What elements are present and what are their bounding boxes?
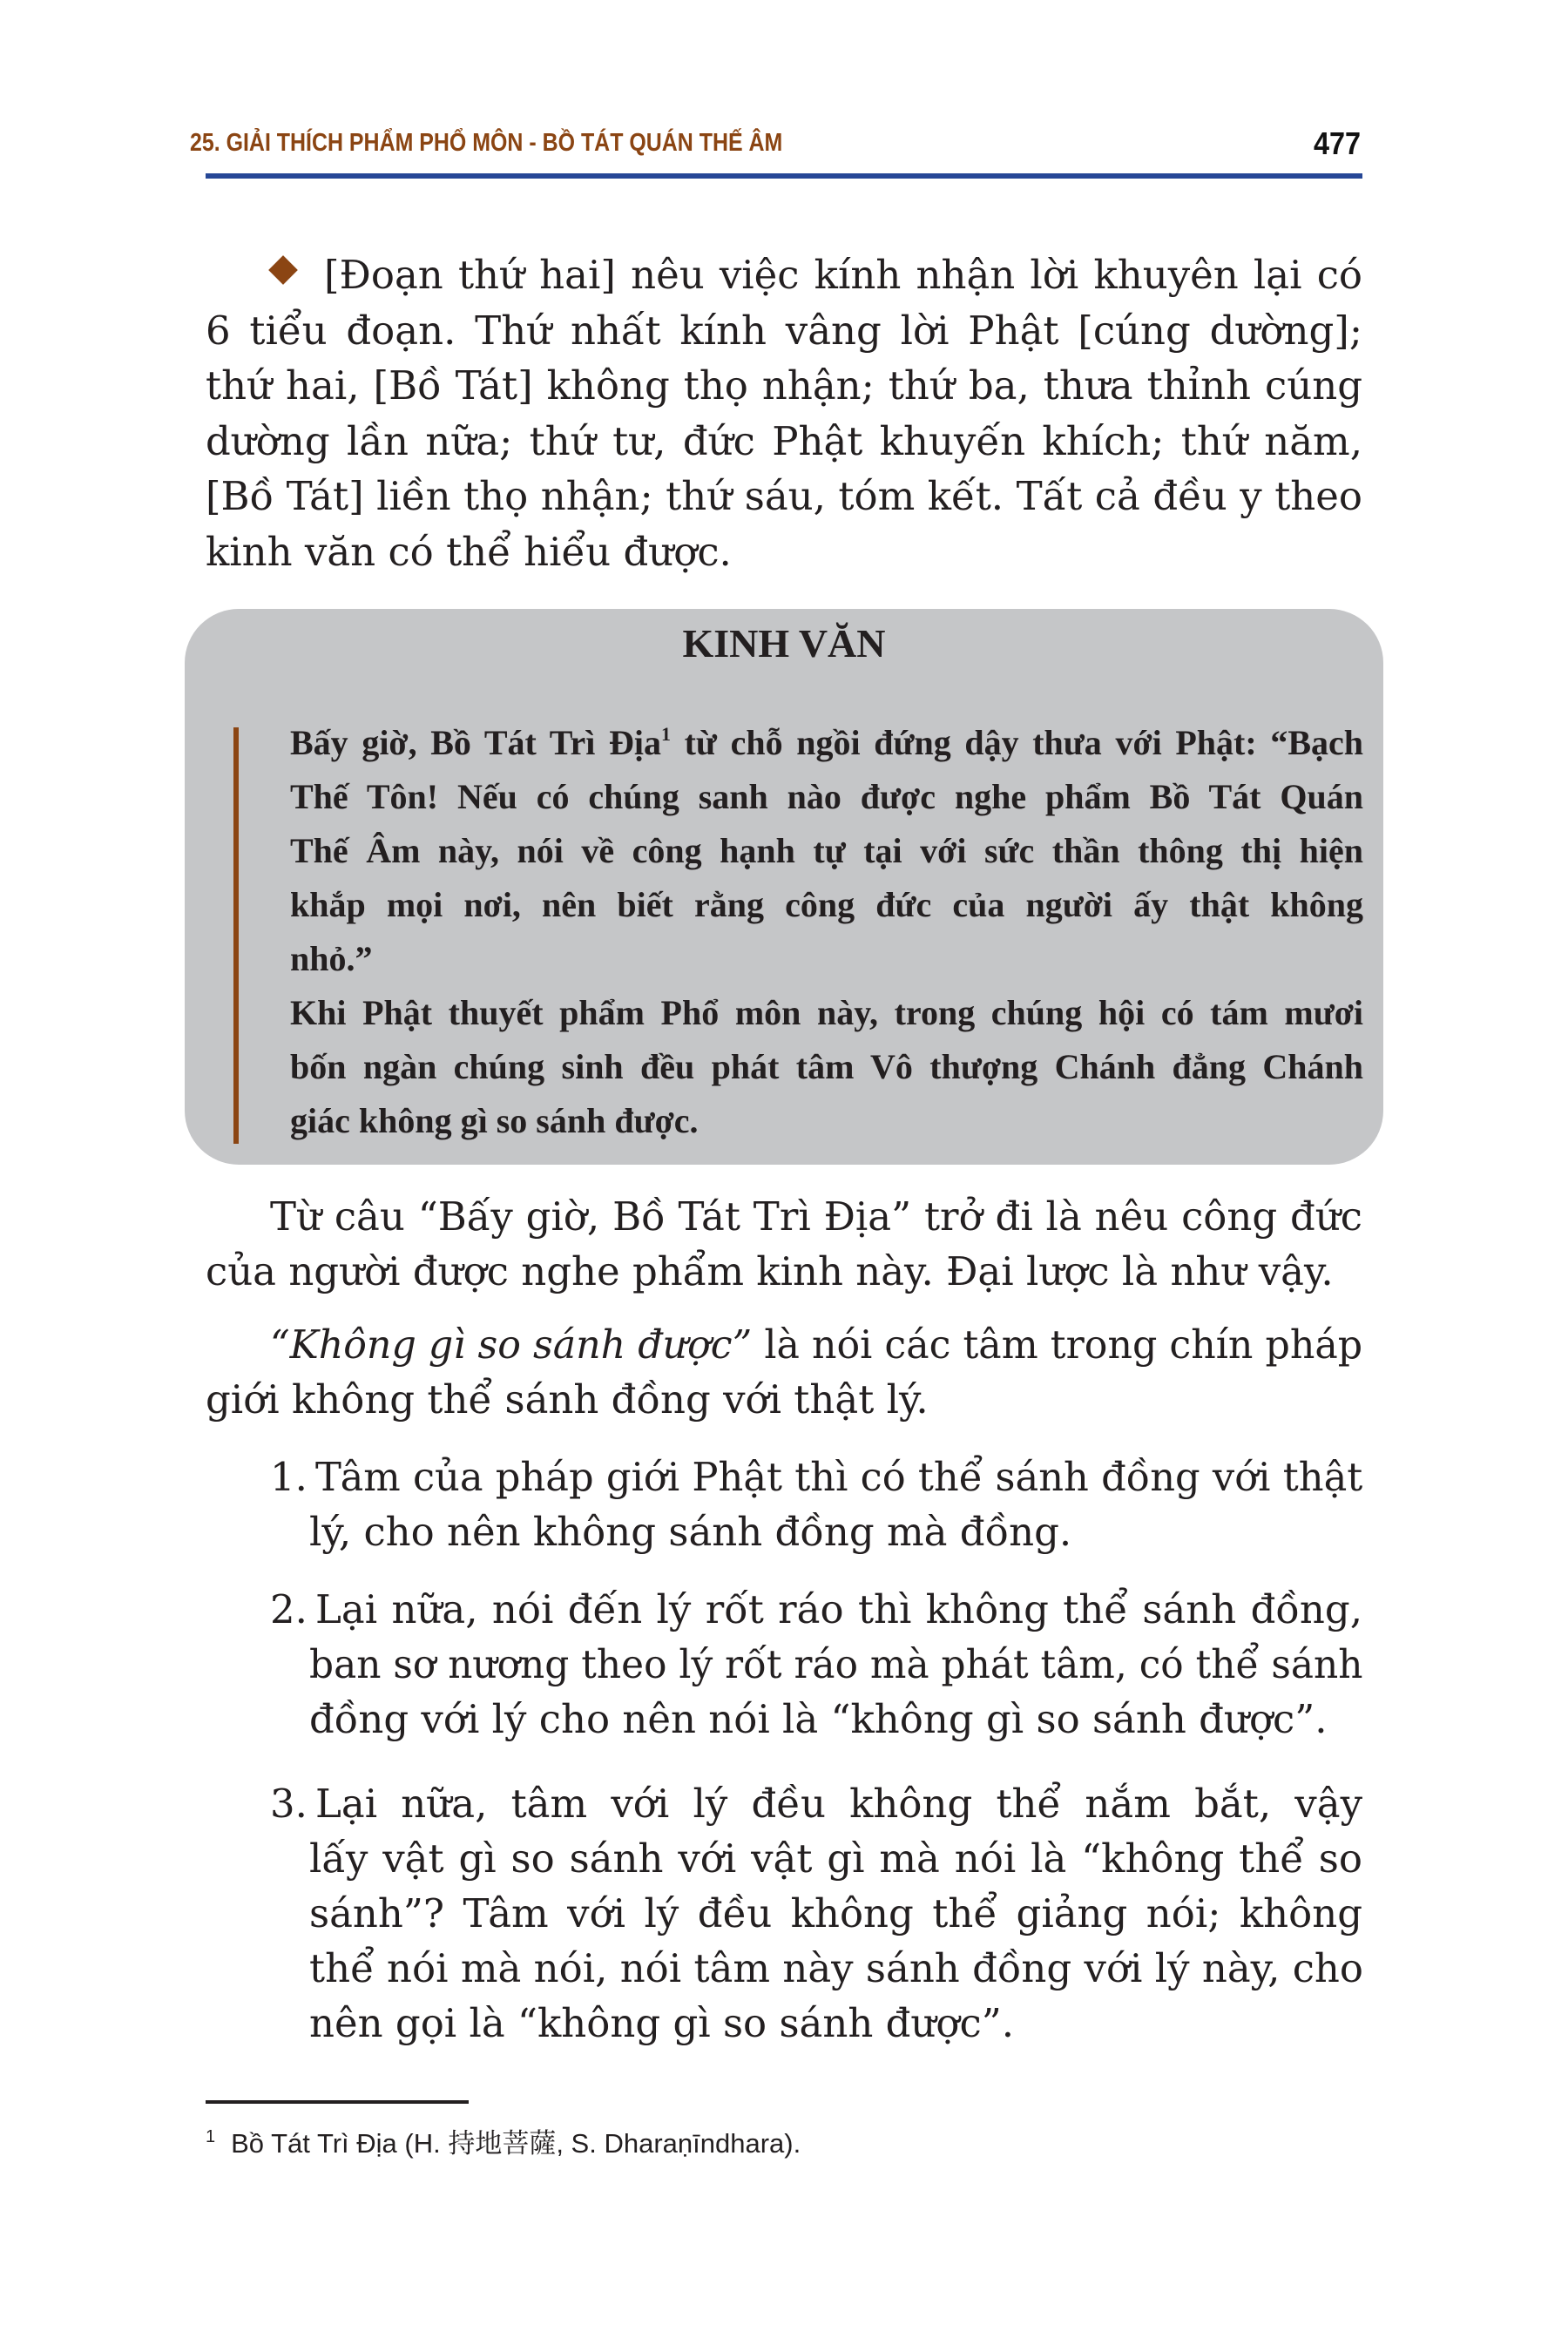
diamond-bullet-icon bbox=[268, 255, 298, 285]
list-line: Lại nữa, tâm với lý đều không thể nắm bắt, vậy bbox=[315, 1781, 1362, 1827]
list-line: nên gọi là “không gì so sánh được”. bbox=[309, 2000, 1015, 2046]
list-line: đồng với lý cho nên nói là “không gì so sánh được”. bbox=[309, 1696, 1328, 1742]
scripture-box-title: KINH VĂN bbox=[682, 621, 886, 666]
commentary-line: của người được nghe phẩm kinh này. Đại lược là như vậy. bbox=[206, 1248, 1334, 1294]
page-number: 477 bbox=[1313, 125, 1361, 161]
scripture-line: Thế Âm này, nói về công hạnh tự tại với sức thần thông thị hiện bbox=[290, 831, 1363, 870]
list-number: 2. bbox=[270, 1586, 308, 1632]
intro-line: [Bồ Tát] liền thọ nhận; thứ sáu, tóm kết. Tất cả đều y theo bbox=[206, 473, 1362, 519]
list-line: lấy vật gì so sánh với vật gì mà nói là “không thể so bbox=[309, 1835, 1362, 1882]
scripture-line: khắp mọi nơi, nên biết rằng công đức của người ấy thật không bbox=[290, 885, 1363, 924]
scripture-line: Thế Tôn! Nếu có chúng sanh nào được nghe phẩm Bồ Tát Quán bbox=[290, 777, 1363, 816]
intro-line: dường lần nữa; thứ tư, đức Phật khuyến khích; thứ năm, bbox=[206, 418, 1362, 464]
intro-line: [Đoạn thứ hai] nêu việc kính nhận lời khuyên lại có bbox=[324, 252, 1362, 298]
chapter-running-title: 25. GIẢI THÍCH PHẨM PHỔ MÔN - BỒ TÁT QUÁN THẾ ÂM bbox=[190, 129, 783, 157]
list-line: Lại nữa, nói đến lý rốt ráo thì không thể sánh đồng, bbox=[315, 1586, 1362, 1632]
scripture-line: Khi Phật thuyết phẩm Phổ môn này, trong chúng hội có tám mươi bbox=[290, 993, 1363, 1032]
list-line: Tâm của pháp giới Phật thì có thể sánh đồng với thật bbox=[315, 1454, 1363, 1500]
list-number: 3. bbox=[270, 1781, 308, 1827]
footnote-text: Bồ Tát Trì Địa (H. 持地菩薩, S. Dharaṇīndhara). bbox=[231, 2128, 801, 2159]
list-number: 1. bbox=[270, 1454, 308, 1500]
scripture-accent-bar bbox=[233, 727, 239, 1144]
footnote bbox=[206, 2121, 801, 2160]
scripture-line: bốn ngàn chúng sinh đều phát tâm Vô thượng Chánh đẳng Chánh bbox=[290, 1047, 1363, 1086]
list-line: sánh”? Tâm với lý đều không thể giảng nói; không bbox=[309, 1890, 1362, 1936]
commentary-text: là nói các tâm trong chín pháp bbox=[752, 1321, 1363, 1368]
commentary-line bbox=[270, 1317, 1362, 1372]
scripture-text-segment: từ chỗ ngồi đứng dậy thưa với Phật: “Bạch bbox=[670, 723, 1363, 762]
intro-line: thứ hai, [Bồ Tát] không thọ nhận; thứ ba, thưa thỉnh cúng bbox=[206, 362, 1362, 409]
scripture-line bbox=[290, 716, 1363, 770]
commentary-line: Từ câu “Bấy giờ, Bồ Tát Trì Địa” trở đi là nêu công đức bbox=[270, 1193, 1362, 1240]
header-divider bbox=[206, 173, 1362, 179]
footnote-number: 1 bbox=[206, 2127, 216, 2146]
intro-line: kinh văn có thể hiểu được. bbox=[206, 529, 732, 575]
scripture-line: giác không gì so sánh được. bbox=[290, 1101, 699, 1140]
intro-line: 6 tiểu đoạn. Thứ nhất kính vâng lời Phật [cúng dường]; bbox=[206, 308, 1362, 354]
scripture-line: nhỏ.” bbox=[290, 939, 373, 978]
commentary-line: giới không thể sánh đồng với thật lý. bbox=[206, 1376, 929, 1423]
footnote-divider bbox=[206, 2100, 469, 2104]
list-line: ban sơ nương theo lý rốt ráo mà phát tâm, có thể sánh bbox=[309, 1641, 1363, 1687]
footnote-reference[interactable]: 1 bbox=[660, 723, 671, 745]
list-line: lý, cho nên không sánh đồng mà đồng. bbox=[309, 1509, 1072, 1555]
scripture-text-segment: Bấy giờ, Bồ Tát Trì Địa bbox=[290, 723, 661, 762]
list-line: thể nói mà nói, nói tâm này sánh đồng với lý này, cho bbox=[309, 1945, 1363, 1991]
quoted-phrase: “Không gì so sánh được” bbox=[270, 1321, 753, 1368]
